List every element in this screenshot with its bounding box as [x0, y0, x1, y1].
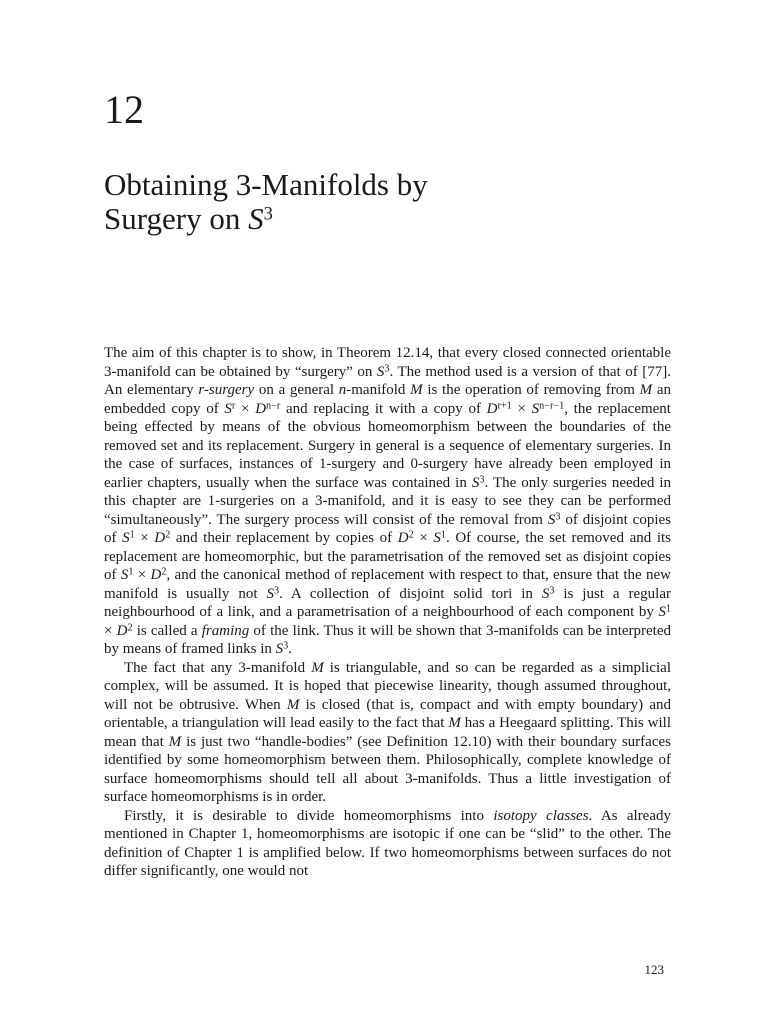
math-variable: isotopy classes	[493, 807, 589, 824]
text-run: is closed (that is, compact and with empty boundary) and orientable, a triangulation will lead easily to the fact that	[104, 696, 672, 731]
superscript: 2	[161, 566, 167, 578]
text-run: ×	[413, 530, 434, 546]
text-run: ×	[134, 530, 155, 546]
math-variable: S	[376, 363, 385, 380]
math-variable: M	[286, 696, 300, 713]
superscript: r	[231, 399, 236, 411]
text-run: . The only surgeries needed in this chapter are 1-surgeries on a 3-manifold, and it is easy to see they can be performed “simultaneously”. The surgery process will consist of the removal from	[104, 474, 672, 528]
math-variable: r-surgery	[198, 382, 255, 398]
paragraph	[104, 807, 671, 881]
superscript: 3	[555, 510, 561, 522]
text-run: on a general	[254, 382, 339, 398]
text-run: . Of course, the set removed and its replacement are homeomorphic, but the parametrisation of the removed set as disjoint copies of	[104, 530, 671, 583]
text-run: is triangulable, and so can be regarded as a simplicial complex, will be assumed. It is hoped that piecewise linearity, though assumed throughout, will not be obtrusive. When	[104, 659, 671, 713]
text-run: and replacing it with a copy of	[280, 400, 487, 417]
text-run: an embedded copy of	[104, 382, 671, 417]
text-run: of the link. Thus it will be shown that 3-manifolds can be interpreted by means of framed links in	[104, 622, 671, 657]
superscript: 2	[165, 529, 171, 541]
text-run: has a Heegaard splitting. This will mean that	[104, 715, 671, 750]
math-variable: D	[397, 530, 409, 546]
chapter-title-variable: S	[248, 201, 264, 236]
text-run: is called a	[132, 622, 202, 639]
math-variable: S	[120, 567, 129, 583]
math-variable: D	[116, 622, 128, 639]
text-run: The fact that any 3-manifold	[124, 659, 312, 676]
math-variable: S	[541, 585, 550, 602]
text-run: . As already mentioned in Chapter 1, homeomorphisms are isotopic if one can be “slid” to the other. The definition of Chapter 1 is amplified below. If two homeomorphisms between surfaces do not differ significantly, one would not	[104, 807, 672, 879]
superscript: 1	[665, 603, 671, 615]
superscript: 3	[549, 584, 555, 596]
superscript: 3	[479, 473, 485, 485]
math-variable: D	[486, 400, 498, 417]
superscript: n−r	[266, 399, 281, 411]
superscript: 1	[129, 529, 135, 541]
superscript: 1	[128, 566, 134, 578]
text-run: and their replacement by copies of	[170, 530, 398, 546]
text-run: Firstly, it is desirable to divide homeomorphisms into	[124, 807, 494, 824]
text-run: , and the canonical method of replacement with respect to that, ensure that the new manifold is usually not	[104, 567, 671, 602]
chapter-title-line2-prefix: Surgery on	[104, 201, 249, 236]
superscript: r+1	[497, 399, 512, 411]
math-variable: framing	[201, 622, 250, 639]
superscript: n−r−1	[539, 399, 565, 411]
text-run: . A collection of disjoint solid tori in	[279, 585, 542, 602]
superscript: 3	[273, 584, 280, 596]
math-variable: S	[658, 604, 666, 620]
text-run: , the replacement being effected by means of the obvious homeomorphism between the boundaries of the removed set and its replacement. Surgery in general is a sequence of elementary surgeries. In the case of surfaces, instances of 1-surgery and 0-surgery have already been employed in earlier chapters, usually when the surface was contained in	[104, 400, 671, 491]
text-run: The aim of this chapter is to show, in Theorem 12.14, that every closed connected orientable 3-manifold can be obtained by “surgery” on	[104, 345, 671, 380]
text-run: ×	[235, 400, 256, 417]
text-run: is just two “handle-bodies” (see Definition 12.10) with their boundary surfaces identified by some homeomorphism between them. Philosophically, complete knowledge of surface homeomorphisms should tell all about 3-manifolds. Thus a little investigation of surface homeomorphisms is in order.	[104, 733, 671, 805]
math-variable: S	[122, 530, 130, 546]
text-run: ×	[104, 622, 117, 639]
math-variable: M	[168, 733, 182, 750]
paragraph	[104, 344, 671, 659]
text-run: of disjoint copies of	[104, 511, 671, 546]
superscript: 2	[408, 529, 414, 541]
text-run: is the operation of removing from	[422, 382, 640, 398]
chapter-title-line1: Obtaining 3-Manifolds by	[104, 167, 428, 202]
text-run: -manifold	[346, 382, 411, 398]
text-run: ×	[511, 400, 532, 417]
text-run: . The method used is a version of that of [77]. An elementary	[104, 363, 671, 398]
math-variable: M	[410, 382, 423, 398]
math-variable: D	[150, 567, 162, 583]
math-variable: S	[433, 530, 441, 546]
superscript: 3	[384, 362, 390, 374]
superscript: 2	[127, 621, 133, 633]
text-run: ×	[133, 567, 151, 583]
math-variable: S	[531, 400, 540, 417]
math-variable: M	[311, 659, 324, 676]
superscript: 1	[440, 529, 446, 541]
math-variable: M	[639, 382, 653, 398]
math-variable: S	[224, 400, 232, 417]
chapter-title-superscript: 3	[263, 203, 273, 225]
superscript: 3	[283, 640, 289, 652]
text-run: is just a regular neighbourhood of a link, and a parametrisation of a neighbourhood of each component by	[104, 585, 671, 620]
math-variable: S	[471, 474, 480, 491]
page-number: 123	[644, 962, 664, 977]
math-variable: S	[275, 641, 284, 657]
body-text	[104, 344, 671, 881]
math-variable: S	[266, 585, 274, 602]
math-variable: M	[448, 715, 461, 731]
math-variable: S	[547, 511, 556, 528]
math-variable: D	[154, 530, 166, 546]
math-variable: n	[338, 382, 347, 398]
chapter-number: 12	[104, 87, 144, 132]
paragraph	[104, 659, 671, 807]
chapter-title	[104, 168, 664, 236]
math-variable: D	[255, 400, 267, 417]
text-run: .	[288, 641, 292, 657]
